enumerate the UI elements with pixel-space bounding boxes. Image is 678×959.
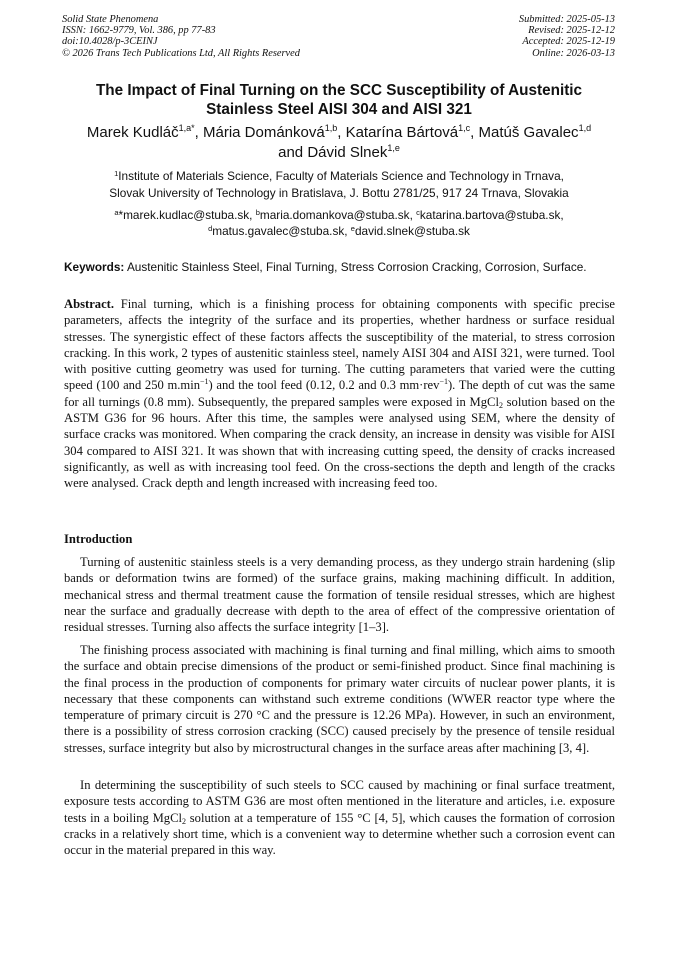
- title-line-1: The Impact of Final Turning on the SCC Susceptibility of Austenitic: [95, 82, 583, 99]
- email-link[interactable]: matus.gavalec@stuba.sk,: [212, 224, 351, 238]
- doi: doi:10.4028/p-3CEINJ: [62, 36, 158, 48]
- separator: ,: [194, 124, 203, 141]
- keywords-text: Austenitic Stainless Steel, Final Turning, Stress Corrosion Cracking, Corrosion, Surface.: [124, 260, 587, 274]
- author-affil-mark: 1,c: [458, 123, 471, 133]
- abstract: [64, 296, 615, 492]
- intro-paragraph-1: [64, 554, 615, 635]
- email-mark: d: [208, 224, 213, 233]
- abstract-text: solution based on the ASTM G36 for 96 hours. After this time, the samples were analysed using SEM, where the density of surface cracks was monitored. When comparing the crack density, an increase in density was visible for AISI 304 compared to AISI 321. It was shown that with increasing cutting speed, the density of cracks increased significantly, as well as with increasing tool feed. On the cross-sections the depth and length of the cracks were analysed. Crack depth and length increased with increasing feed too.: [64, 394, 615, 491]
- affiliation-line-2: Slovak University of Technology in Bratislava, J. Bottu 2781/25, 917 24 Trnava, Slovakia: [109, 186, 569, 200]
- publication-dates: [519, 14, 615, 59]
- paragraph-text: In determining the susceptibility of such steels to SCC caused by machining or final surface treatment, exposure tests according to ASTM G36 are most often mentioned in the literature and articles, i.e. exposure tests in a boiling MgCl: [64, 778, 615, 825]
- author-name: Dávid Slnek: [307, 144, 388, 161]
- email-mark: b: [255, 208, 260, 217]
- author-affil-mark: 1,a*: [178, 123, 195, 133]
- affiliation-mark: 1: [114, 169, 119, 178]
- author-affil-mark: 1,b: [324, 123, 338, 133]
- exponent: −1: [200, 377, 209, 387]
- author-name: Marek Kudláč: [86, 124, 179, 141]
- author-name: Katarína Bártová: [345, 124, 459, 141]
- email-link[interactable]: maria.domankova@stuba.sk,: [259, 208, 417, 222]
- author-list: [40, 123, 638, 163]
- subscript: 2: [498, 400, 503, 410]
- author-name: Matúš Gavalec: [478, 124, 579, 141]
- subscript: 2: [182, 816, 186, 826]
- email-link[interactable]: david.slnek@stuba.sk: [354, 224, 470, 238]
- online-date: Online: 2026-03-13: [532, 47, 615, 59]
- abstract-text: Final turning, which is a finishing process for obtaining components with specific precise parameters, affects the integrity of the surface and its properties, whether hardness or surface residual stresses. The synergistic effect of these factors affects the susceptibility of the material, to stress corrosion cracking. In this work, 2 types of austenitic stainless steel, namely AISI 304 and AISI 321, were turned. Tool with positive cutting geometry was used for turning. The cutting parameters that varied were the cutting speed (100 and 250 m.min: [64, 297, 615, 393]
- section-heading-introduction: Introduction: [64, 532, 133, 546]
- email-mark: e: [350, 224, 355, 233]
- abstract-label: Abstract.: [64, 297, 115, 311]
- revised-date: Revised: 2025-12-12: [528, 25, 615, 37]
- author-conjunction: and: [278, 144, 308, 161]
- copyright: © 2026 Trans Tech Publications Ltd, All Rights Reserved: [62, 47, 300, 59]
- author-name: Mária Dománková: [203, 124, 325, 141]
- affiliation: [40, 168, 638, 202]
- keywords: [64, 260, 624, 275]
- email-mark: a: [114, 208, 119, 217]
- exponent: −1: [439, 377, 448, 387]
- title-line-2: Stainless Steel AISI 304 and AISI 321: [206, 101, 472, 118]
- author-affil-mark: 1,d: [578, 123, 592, 133]
- email-list: [40, 207, 638, 239]
- accepted-date: Accepted: 2025-12-19: [522, 36, 615, 48]
- paragraph-text: solution at a temperature of 155 °C [4, 5], which causes the formation of corrosion cracks in a relatively short time, which is a convenient way to determine whether such a corrosion event can occur in the material prepared in this way.: [64, 810, 616, 858]
- paper-title: [40, 81, 638, 119]
- intro-paragraph-2: [64, 642, 615, 756]
- keywords-label: Keywords:: [64, 260, 125, 274]
- email-link[interactable]: *marek.kudlac@stuba.sk,: [118, 208, 256, 222]
- submitted-date: Submitted: 2025-05-13: [518, 14, 615, 25]
- paragraph-text: The finishing process associated with machining is final turning and final milling, which aims to smooth the surface and obtain precise dimensions of the product or semi-finished product. Since final machining is the final process in the production of components for primary water circuits of nuclear power plants, it is necessary that these components can withstand such extreme conditions (WWER reactor type where the temperature of primary circuit is 270 °C and the pressure is 12.26 MPa). However, in such an environment, there is a possibility of stress corrosion cracking (SCC) caused precisely by the presence of tensile residual stresses, surface integrity but also by microstructural changes in the surface areas after machining [3, 4].: [64, 643, 615, 755]
- abstract-text: ). The depth of cut was the same for all turnings (0.8 mm). Subsequently, the prepared samples were exposed in MgCl: [64, 378, 616, 409]
- abstract-text: ) and the tool feed (0.12, 0.2 and 0.3 mm·rev: [208, 378, 440, 393]
- affiliation-line-1: Institute of Materials Science, Faculty of Materials Science and Technology in Trnava,: [118, 169, 564, 183]
- journal-name: Solid State Phenomena: [62, 14, 159, 25]
- issn-volume: ISSN: 1662-9779, Vol. 386, pp 77-83: [62, 25, 216, 37]
- separator: ,: [470, 124, 479, 141]
- email-mark: c: [416, 208, 420, 217]
- intro-paragraph-3: [64, 777, 615, 858]
- separator: ,: [337, 124, 346, 141]
- author-affil-mark: 1,e: [387, 143, 400, 153]
- email-link[interactable]: katarina.bartova@stuba.sk,: [419, 208, 564, 222]
- paragraph-text: Turning of austenitic stainless steels is a very demanding process, as they undergo strain hardening (slip bands or deformation twins are formed) of the surface grains, making machining difficult. In addition, mechanical stress and thermal treatment cause the formation of tensile residual stresses, which are highest near the surface and gradually decrease with depth to the area of effect of the compressive orientation of residual stresses. Turning also affects the surface integrity [1–3].: [64, 555, 615, 635]
- journal-info: [62, 14, 300, 59]
